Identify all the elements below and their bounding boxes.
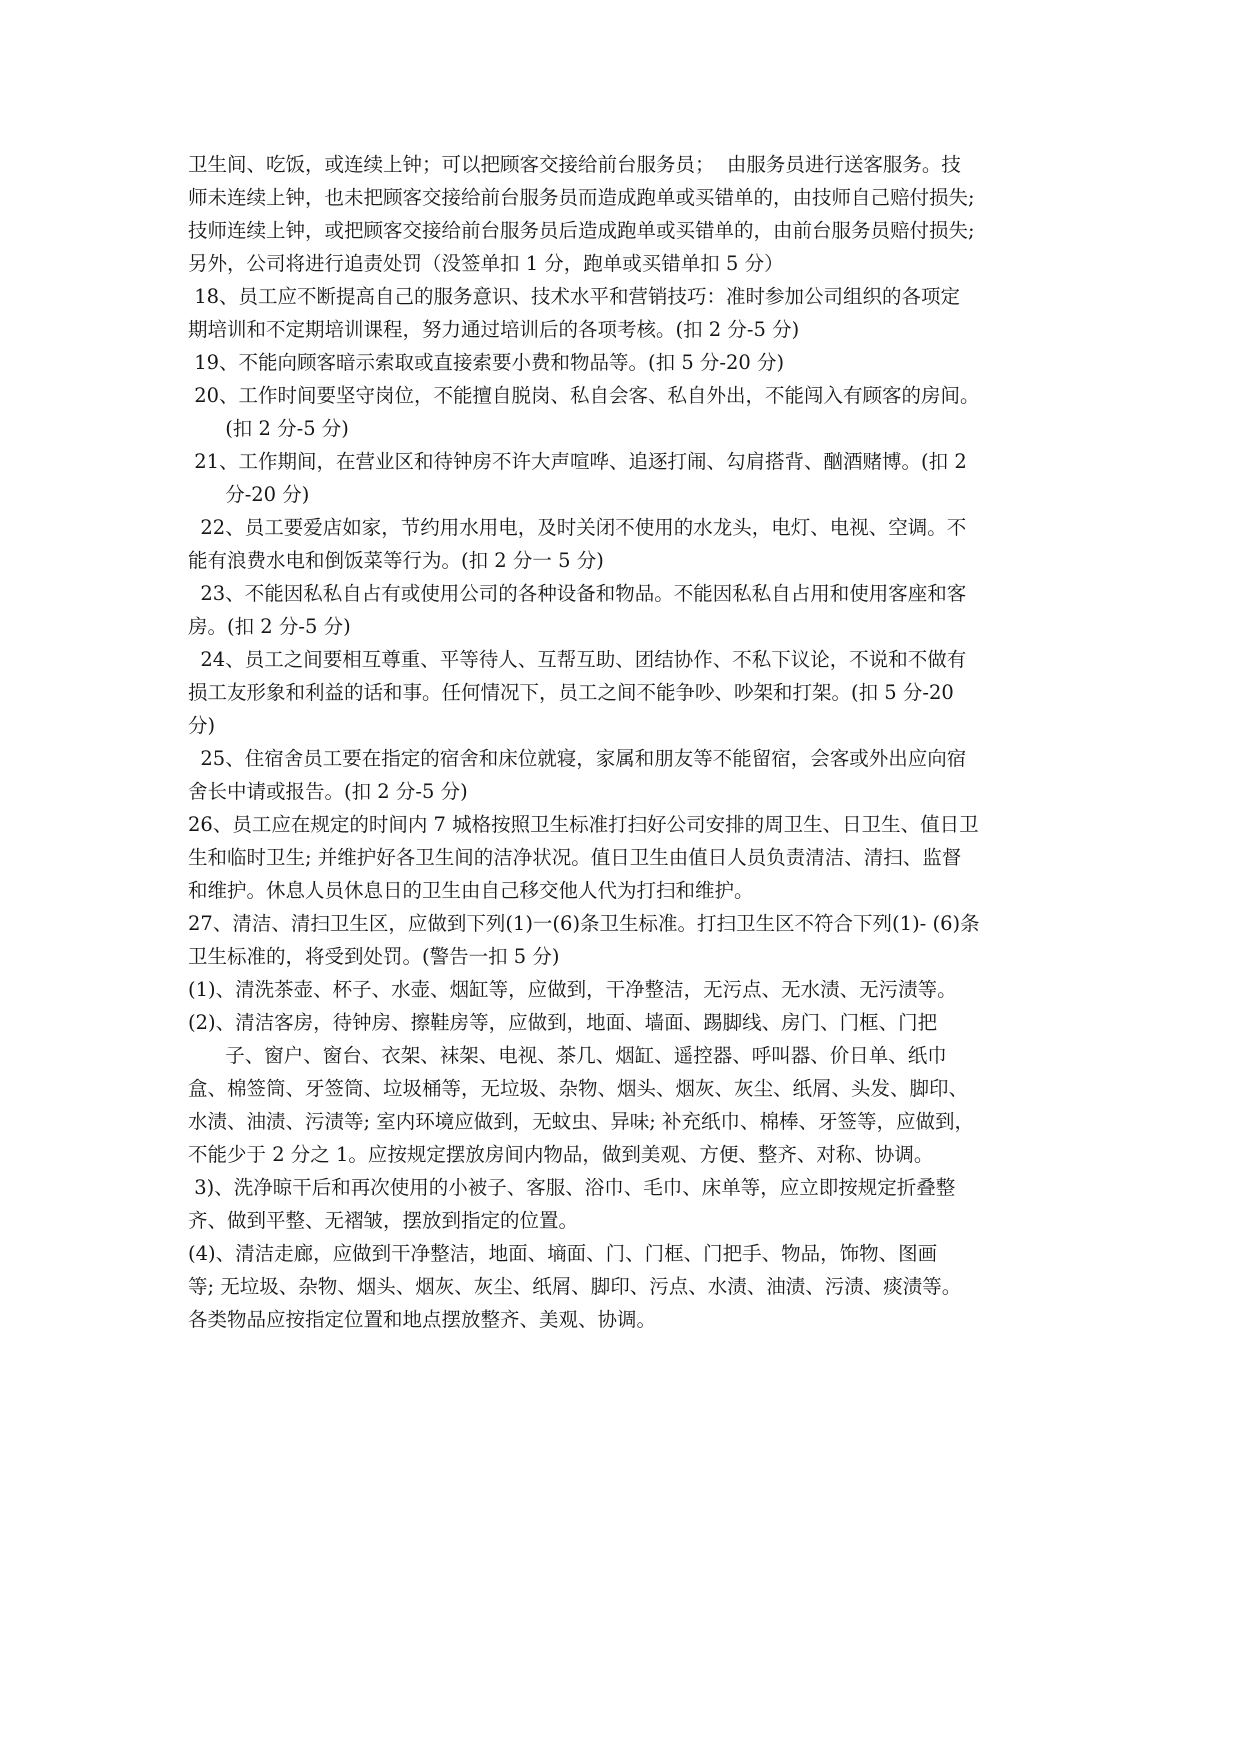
text-line: 盒、棉签筒、牙签筒、垃圾桶等，无垃圾、杂物、烟头、烟灰、灰尘、纸屑、头发、脚印、: [188, 1077, 969, 1100]
text-line: 25、住宿舍员工要在指定的宿舍和床位就寝，家属和朋友等不能留宿，会客或外出应向宿: [188, 747, 967, 770]
text-line: 不能少于 2 分之 1。应按规定摆放房间内物品，做到美观、方便、整齐、对称、协调。: [188, 1143, 934, 1166]
text-line: 3)、洗净晾干后和再次使用的小被子、客服、浴巾、毛巾、床单等，应立即按规定折叠整: [188, 1176, 956, 1199]
text-line: 20、工作时间要坚守岗位，不能擅自脱岗、私自会客、私自外出，不能闯入有顾客的房间。: [188, 384, 980, 407]
text-line: 23、不能因私私自占有或使用公司的各种设备和物品。不能因私私自占用和使用客座和客: [188, 582, 967, 605]
text-line: 21、工作期间，在营业区和待钟房不许大声喧哗、追逐打闹、勾肩搭背、酗酒赌博。(扣 2: [188, 450, 967, 473]
text-line: 期培训和不定期培训课程，努力通过培训后的各项考核。(扣 2 分-5 分): [188, 318, 800, 341]
text-line: (1)、清洗茶壶、杯子、水壶、烟缸等，应做到，干净整洁，无污点、无水渍、无污渍等。: [188, 978, 957, 1001]
text-line: 19、不能向顾客暗示索取或直接索要小费和物品等。(扣 5 分-20 分): [188, 351, 785, 374]
text-line: 26、员工应在规定的时间内 7 城格按照卫生标准打扫好公司安排的周卫生、日卫生、值日卫: [188, 813, 979, 836]
text-line: 房。(扣 2 分-5 分): [188, 615, 351, 638]
text-line: 技师连续上钟，或把顾客交接给前台服务员后造成跑单或买错单的，由前台服务员赔付损失;: [188, 219, 975, 242]
text-line: 18、员工应不断提高自己的服务意识、技术水平和营销技巧：准时参加公司组织的各项定: [188, 285, 961, 308]
text-line: 舍长中请或报告。(扣 2 分-5 分): [188, 780, 468, 803]
text-line: 各类物品应按指定位置和地点摆放整齐、美观、协调。: [188, 1308, 657, 1331]
text-line: 子、窗户、窗台、衣架、袜架、电视、茶几、烟缸、遥控器、呼叫器、价日单、纸巾: [188, 1044, 947, 1067]
text-line: 和维护。休息人员休息日的卫生由自己移交他人代为打扫和维护。: [188, 879, 754, 902]
text-line: 等; 无垃圾、杂物、烟头、烟灰、灰尘、纸屑、脚印、污点、水渍、油渍、污渍、痰渍等。: [188, 1275, 962, 1298]
text-line: 卫生标准的，将受到处罚。(警告一扣 5 分): [188, 945, 560, 968]
text-line: (扣 2 分-5 分): [188, 417, 349, 440]
text-line: 能有浪费水电和倒饭菜等行为。(扣 2 分一 5 分): [188, 549, 604, 572]
text-line: 生和临时卫生; 并维护好各卫生间的洁净状况。值日卫生由值日人员负责清洁、清扫、监督: [188, 846, 962, 869]
text-line: 另外，公司将进行追责处罚（没签单扣 1 分，跑单或买错单扣 5 分）: [188, 252, 784, 275]
text-line: 27、清洁、清扫卫生区，应做到下列(1)一(6)条卫生标准。打扫卫生区不符合下列(1)- (6)条: [188, 912, 980, 935]
text-line: 卫生间、吃饭，或连续上钟；可以把顾客交接给前台服务员； 由服务员进行送客服务。技: [188, 153, 961, 176]
text-line: (4)、清洁走廊，应做到干净整洁，地面、墒面、门、门框、门把手、物品，饰物、图画: [188, 1242, 938, 1265]
text-line: 22、员工要爱店如家，节约用水用电，及时关闭不使用的水龙头，电灯、电视、空调。不: [188, 516, 967, 539]
text-line: 分): [188, 714, 216, 737]
text-line: 师未连续上钟，也未把顾客交接给前台服务员而造成跑单或买错单的，由技师自己赔付损失;: [188, 186, 975, 209]
text-line: 齐、做到平整、无褶皱，摆放到指定的位置。: [188, 1209, 579, 1232]
text-line: 24、员工之间要相互尊重、平等待人、互帮互助、团结协作、不私下议论，不说和不做有: [188, 648, 967, 671]
text-line: 分-20 分): [188, 483, 310, 506]
text-line: 水渍、油渍、污渍等; 室内环境应做到，无蚊虫、异味; 补充纸巾、棉棒、牙签等，应做到，: [188, 1110, 975, 1133]
text-line: (2)、清洁客房，待钟房、擦鞋房等，应做到，地面、墙面、踢脚线、房门、门框、门把: [188, 1011, 938, 1034]
text-line: 损工友形象和利益的话和事。任何情况下，员工之间不能争吵、吵架和打架。(扣 5 分-20: [188, 681, 954, 704]
